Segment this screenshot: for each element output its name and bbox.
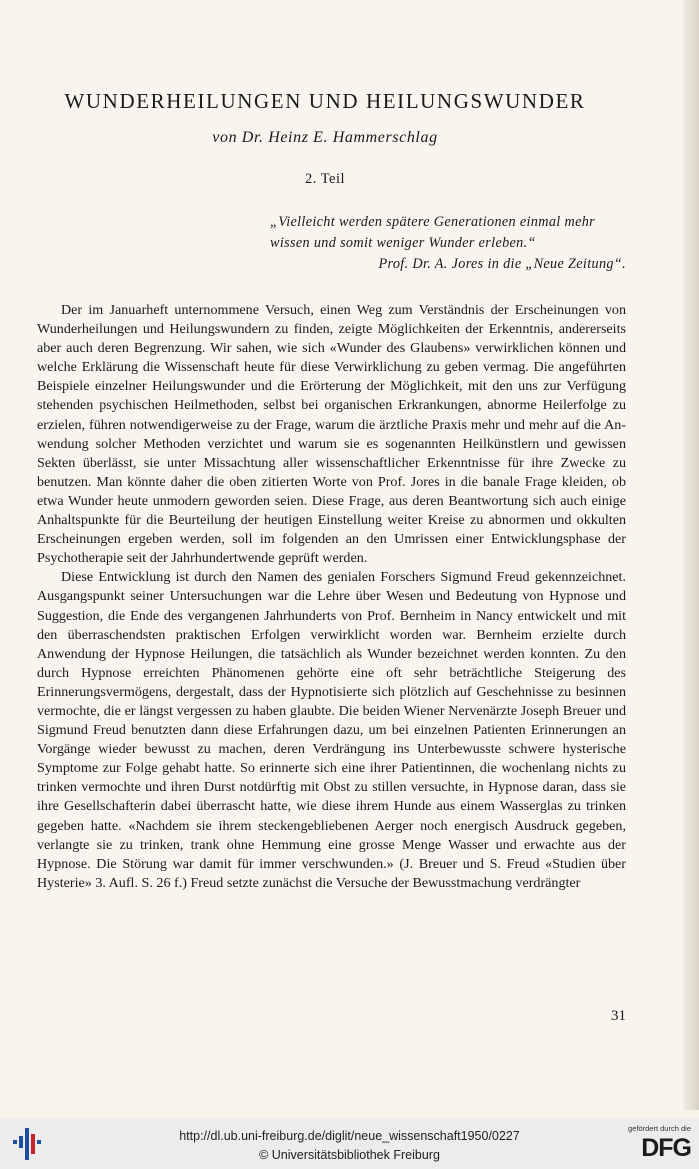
document-url-link[interactable]: http://dl.ub.uni-freiburg.de/diglit/neue_wissenschaft1950/0227 [179, 1129, 520, 1143]
body-paragraph: Der im Januarheft unternommene Versuch, einen Weg zum Verständnis der Erscheinungen von Wunderheilungen und Heilungswundern zu finden, zeigte Möglichkeiten der Erkenntnis, andererseits aber auch deren Begrenzung. Wir sahen, wie sich «Wunder des Glaubens» verwirklichen können und welche Erklärung die Wissenschaft heute für diese Verwirklichung zu geben vermag. Die angeführten Beispiele einzelner Heilungswunder und die Erörterung der Möglichkeit, mit den uns zur Verfügung stehenden psychischen Heilmethoden, selbst bei organischen Erkrankungen, abnorme Heilerfolge zu erzielen, führen notwendigerweise zu der Frage, warum die ärztliche Praxis mehr und mehr auf die Anwendung solcher Methoden verzichtet und warum sie es sogenannten Heilkünstlern und gewissen Sekten überlässt, sie unter Missachtung aller wissenschaftlicher Erkenntnisse für ihre Zwecke zu benutzen. Man könnte daher die oben zitierten Worte von Prof. Jores in die banale Frage kleiden, ob etwa Wunder heute unmodern geworden seien. Diese Frage, aus deren Beantwortung sich auch einige Anhaltspunkte für die Beurteilung der heutigen Einstellung weiter Kreise zu abnormen und okkulten Erscheinungen ergeben werden, soll im folgenden an den Umrissen einer Entwicklungsphase der Psychotherapie seit der Jahrhundertwende geprüft werden. [37, 302, 626, 567]
copyright-text: © Universitätsbibliothek Freiburg [259, 1148, 440, 1162]
article-part: 2. Teil [304, 171, 346, 187]
page-number: 31 [611, 1008, 626, 1024]
article-title: WUNDERHEILUNGEN UND HEILUNGSWUNDER [64, 89, 586, 113]
article-author: von Dr. Heinz E. Hammerschlag [212, 129, 438, 146]
body-paragraph: Diese Entwicklung ist durch den Namen des genialen Forschers Sigmund Freud gekennzeichnet. Ausgangspunkt seiner Untersuchungen war die Lehre über Wesen und Bedeutung von Hypnose und Suggestion, die Ende des vergangenen Jahrhunderts von Prof. Bernheim in Nancy entwickelt und mit den überraschendsten praktischen Erfolgen verwirklicht worden war. Bernheim erzielte durch Anwendung der Hypnose Heilungen, die tatsächlich als Wunder bezeichnet werden konnten. Zu den durch Hypnose erreichten Phänomenen gehörte eine oft sehr beträchtliche Steigerung des Erinnerungsvermögens, dergestalt, dass der Hypnotisierte sich plötzlich auf Geschehnisse zu besinnen vermochte, die er längst vergessen zu haben glaubte. Die beiden Wiener Nervenärzte Joseph Breuer und Sigmund Freud benutzten dann diese Erfahrungen dazu, um bei einzelnen Patienten Erinnerungen an Vorgänge wieder bewusst zu machen, deren Verdrängung ins Unterbewusste schwere hysterische Symptome zur Folge gehabt hatte. So erinnerte sich eine ihrer Patientinnen, die wochenlang nichts zu trinken vermochte und ihren Durst notdürftig mit Obst zu stillen versuchte, in Hypnose daran, dass sie ihre Gesellschafterin dabei überrascht hatte, wie diese ihrem Hunde aus einem Wasserglas zu trinken gegeben hatte. «Nachdem sie ihrem steckengebliebenen Aerger noch energisch Ausdruck gegeben, verlangte sie zu trinken, trank ohne Hemmung eine grosse Menge Wasser und erwachte aus der Hypnose. Die Störung war damit für immer verschwunden.» (J. Breuer und S. Freud «Studien über Hysterie» 3. Aufl. S. 26 f.) Freud setzte zunächst die Versuche der Bewusstmachung verdrängter [37, 569, 626, 891]
epigraph-line: „Vielleicht werden spätere Generationen einmal mehr [270, 214, 596, 230]
dfg-logo [617, 1124, 691, 1164]
viewer-footer [0, 1118, 699, 1169]
dfg-tagline: gefördert durch die [628, 1124, 691, 1133]
article-body [37, 301, 626, 893]
page-edge-shadow [683, 0, 699, 1110]
dfg-logo-text: DFG [641, 1134, 691, 1162]
epigraph [270, 212, 626, 275]
epigraph-line: wissen und somit weniger Wunder erleben.“ [270, 235, 536, 251]
epigraph-source: Prof. Dr. A. Jores in die „Neue Zeitung“. [378, 256, 626, 272]
